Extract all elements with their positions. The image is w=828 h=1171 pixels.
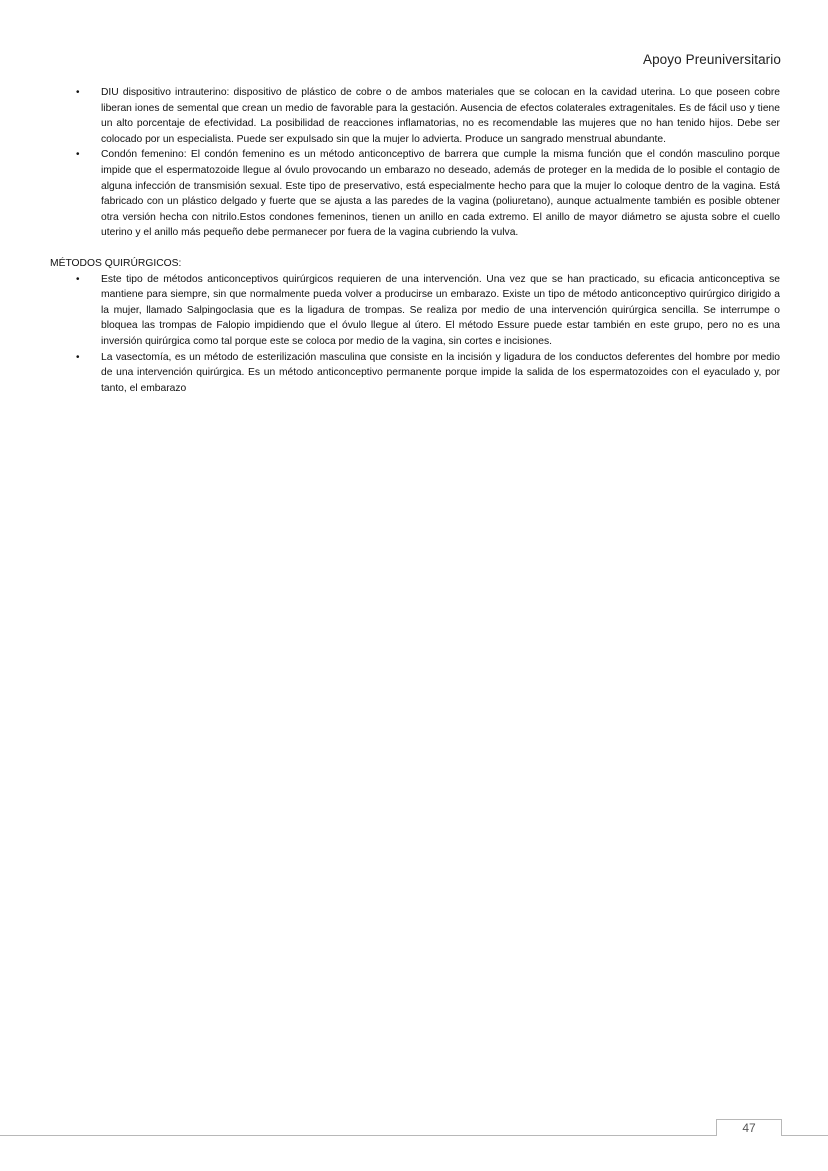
list-item-condon-femenino (76, 147, 780, 241)
list-item-text: Este tipo de métodos anticonceptivos quirúrgicos requieren de una intervención. Una vez que se han practicado, su eficacia anticonceptiva se mantiene para siempre, sin que normalmente pueda volver a producirse un embarazo. Existe un tipo de método anticonceptivo quirúrgico dirigido a la mujer, llamado Salpingoclasia que es la ligadura de trompas. Se realiza por medio de una intervención quirúrgica sencilla. Se interrumpe o bloquea las trompas de Falopio impidiendo que el óvulo llegue al útero. El método Essure puede estar también en este grupo, pero no es una inversión quirúrgica como tal porque este se coloca por medio de la vagina, sin cortes e incisiones. (101, 273, 780, 347)
list-item-text: La vasectomía, es un método de esterilización masculina que consiste en la incisión y ligadura de los conductos deferentes del hombre por medio de una intervención quirúrgica. Es un método anticonceptivo permanente porque impide la salida de los espermatozoides con el eyaculado y, por tanto, el embarazo (101, 351, 780, 394)
section-heading-quirurgicos: MÉTODOS QUIRÚRGICOS: (50, 257, 182, 269)
footer-divider (0, 1135, 716, 1136)
page-number: 47 (716, 1119, 782, 1136)
list-item-text: DIU dispositivo intrauterino: dispositivo de plástico de cobre o de ambos materiales que se colocan en la cavidad uterina. Lo que poseen cobre liberan iones de semental que crean un medio de favorable para la gestación. Ausencia de efectos colaterales extragenitales. Es de fácil uso y tiene un alto porcentaje de efectividad. La posibilidad de reacciones inflamatorias, no es recomendable las mujeres que no han tenido hijos. Debe ser colocado por un especialista. Puede ser expulsado sin que la mujer lo advierta. Produce un sangrado menstrual abundante. (101, 87, 780, 145)
surgical-methods-list (50, 272, 780, 397)
bullet-icon: • (76, 87, 80, 98)
page-header-title: Apoyo Preuniversitario (642, 52, 781, 67)
bullet-icon: • (76, 149, 80, 161)
document-body (50, 85, 780, 396)
contraceptive-list (50, 85, 780, 241)
list-item-vasectomia (76, 350, 780, 397)
list-item-quirurgicos (76, 272, 780, 350)
footer-divider-right (781, 1135, 828, 1136)
list-item-text: Condón femenino: El condón femenino es un método anticonceptivo de barrera que cumple la misma función que el condón masculino porque impide que el espermatozoide llegue al óvulo provocando un embarazo no deseado, además de proteger en la medida de lo posible el contagio de alguna infección de transmisión sexual. Este tipo de preservativo, está especialmente hecho para que la mujer lo coloque dentro de la vagina. Está fabricado con un plástico delgado y fuerte que se ajusta a las paredes de la vagina (poliuretano), aunque actualmente también es posible obtener otra versión hecha con nitrilo.Estos condones femeninos, tienen un anillo en cada extremo. El anillo de mayor diámetro se ajusta sobre el cuello uterino y el anillo más pequeño debe permanecer por fuera de la vagina cubriendo la vulva. (101, 149, 780, 239)
list-item-diu (76, 85, 780, 147)
bullet-icon: • (76, 351, 80, 363)
bullet-icon: • (76, 273, 80, 285)
